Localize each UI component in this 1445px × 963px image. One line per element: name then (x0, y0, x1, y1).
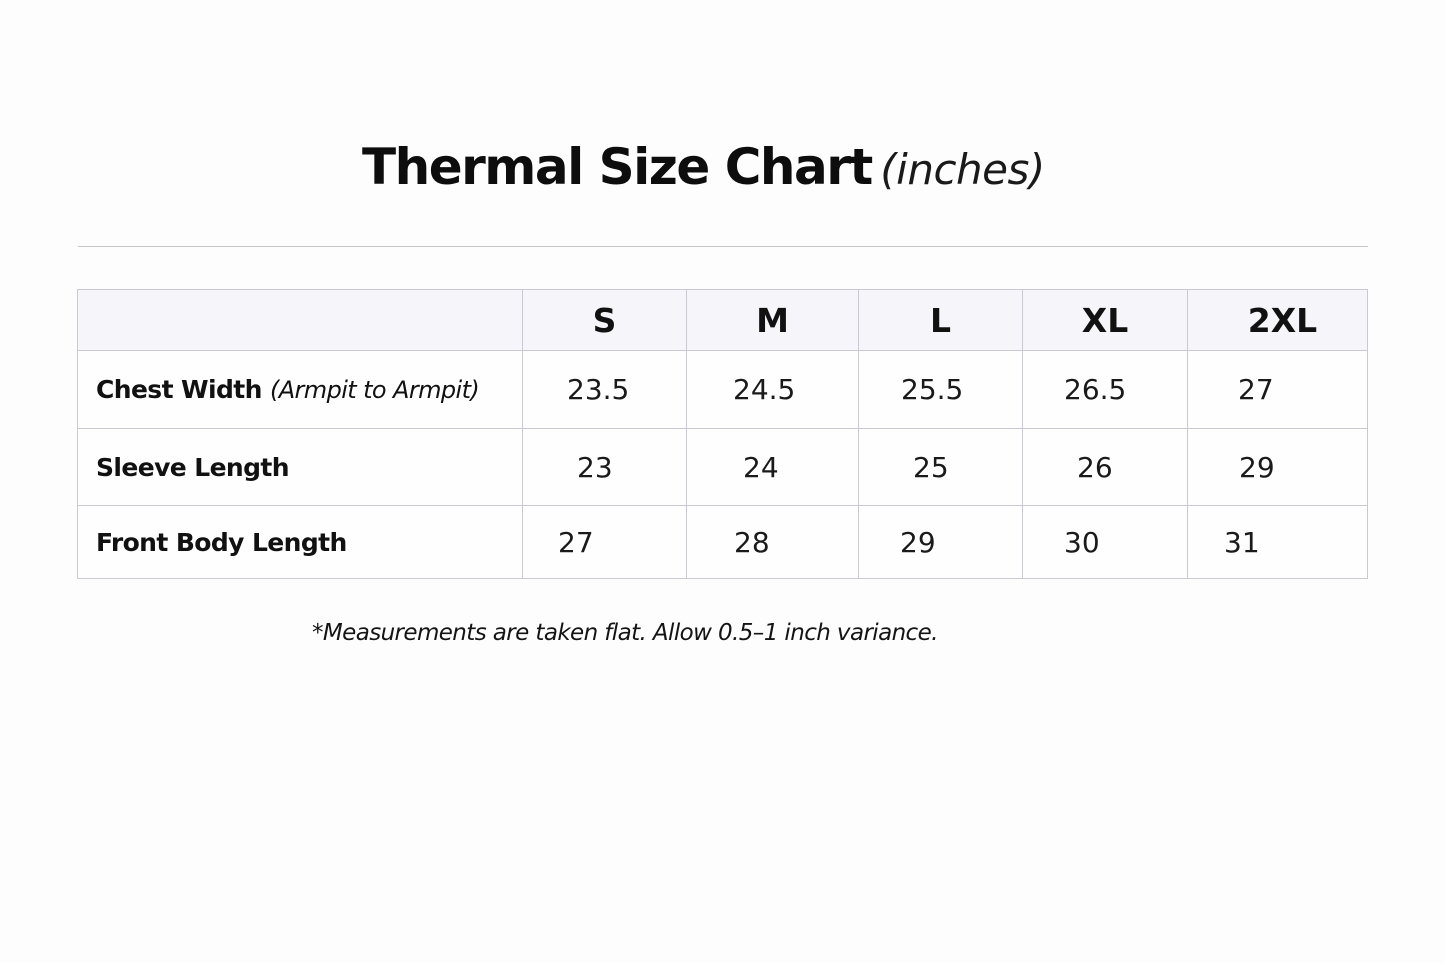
row-label-text: Sleeve Length (96, 452, 289, 482)
table-cell (687, 506, 859, 579)
table-cell (1188, 351, 1368, 429)
header-size-2xl: 2XL (1188, 290, 1368, 351)
cell-value: 26.5 (1064, 373, 1127, 406)
cell-value: 25 (913, 450, 949, 484)
cell-value: 29 (1239, 450, 1275, 484)
row-label-chest-width (78, 351, 523, 429)
table-cell (859, 351, 1023, 429)
row-label-note: (Armpit to Armpit) (269, 376, 480, 404)
measurement-footnote: *Measurements are taken flat. Allow 0.5–1 inch variance. (312, 620, 938, 646)
table-cell (1023, 351, 1188, 429)
page-title (362, 138, 1045, 196)
header-size-l: L (859, 290, 1023, 351)
cell-value: 31 (1224, 525, 1260, 559)
header-size-m: M (687, 290, 859, 351)
cell-value: 24.5 (733, 373, 796, 406)
row-label-text: Chest Width (96, 375, 262, 404)
header-size-xl: XL (1023, 290, 1188, 351)
table-row (78, 506, 1368, 579)
table-cell (1023, 506, 1188, 579)
table-header-row (78, 290, 1368, 351)
table-cell (523, 506, 687, 579)
cell-value: 27 (558, 525, 594, 559)
table-cell (523, 351, 687, 429)
title-divider (78, 246, 1368, 247)
table-cell (1188, 429, 1368, 506)
header-corner-cell (78, 290, 523, 351)
cell-value: 25.5 (901, 373, 964, 406)
row-label-sleeve-length (78, 429, 523, 506)
cell-value: 29 (900, 525, 936, 559)
table-cell (523, 429, 687, 506)
cell-value: 30 (1064, 525, 1100, 559)
size-chart-table (77, 289, 1368, 579)
cell-value: 23 (577, 450, 613, 484)
row-label-text: Front Body Length (96, 527, 347, 557)
table-cell (687, 429, 859, 506)
cell-value: 24 (743, 450, 779, 484)
title-main: Thermal Size Chart (362, 138, 872, 196)
cell-value: 23.5 (567, 373, 630, 406)
table-cell (687, 351, 859, 429)
cell-value: 26 (1077, 450, 1113, 484)
title-unit: (inches) (880, 145, 1045, 194)
cell-value: 28 (734, 525, 770, 559)
table-row (78, 429, 1368, 506)
table-cell (1188, 506, 1368, 579)
cell-value: 27 (1238, 373, 1274, 406)
table-row (78, 351, 1368, 429)
table-cell (859, 429, 1023, 506)
table-cell (859, 506, 1023, 579)
row-label-front-body-length (78, 506, 523, 579)
table-cell (1023, 429, 1188, 506)
header-size-s: S (523, 290, 687, 351)
